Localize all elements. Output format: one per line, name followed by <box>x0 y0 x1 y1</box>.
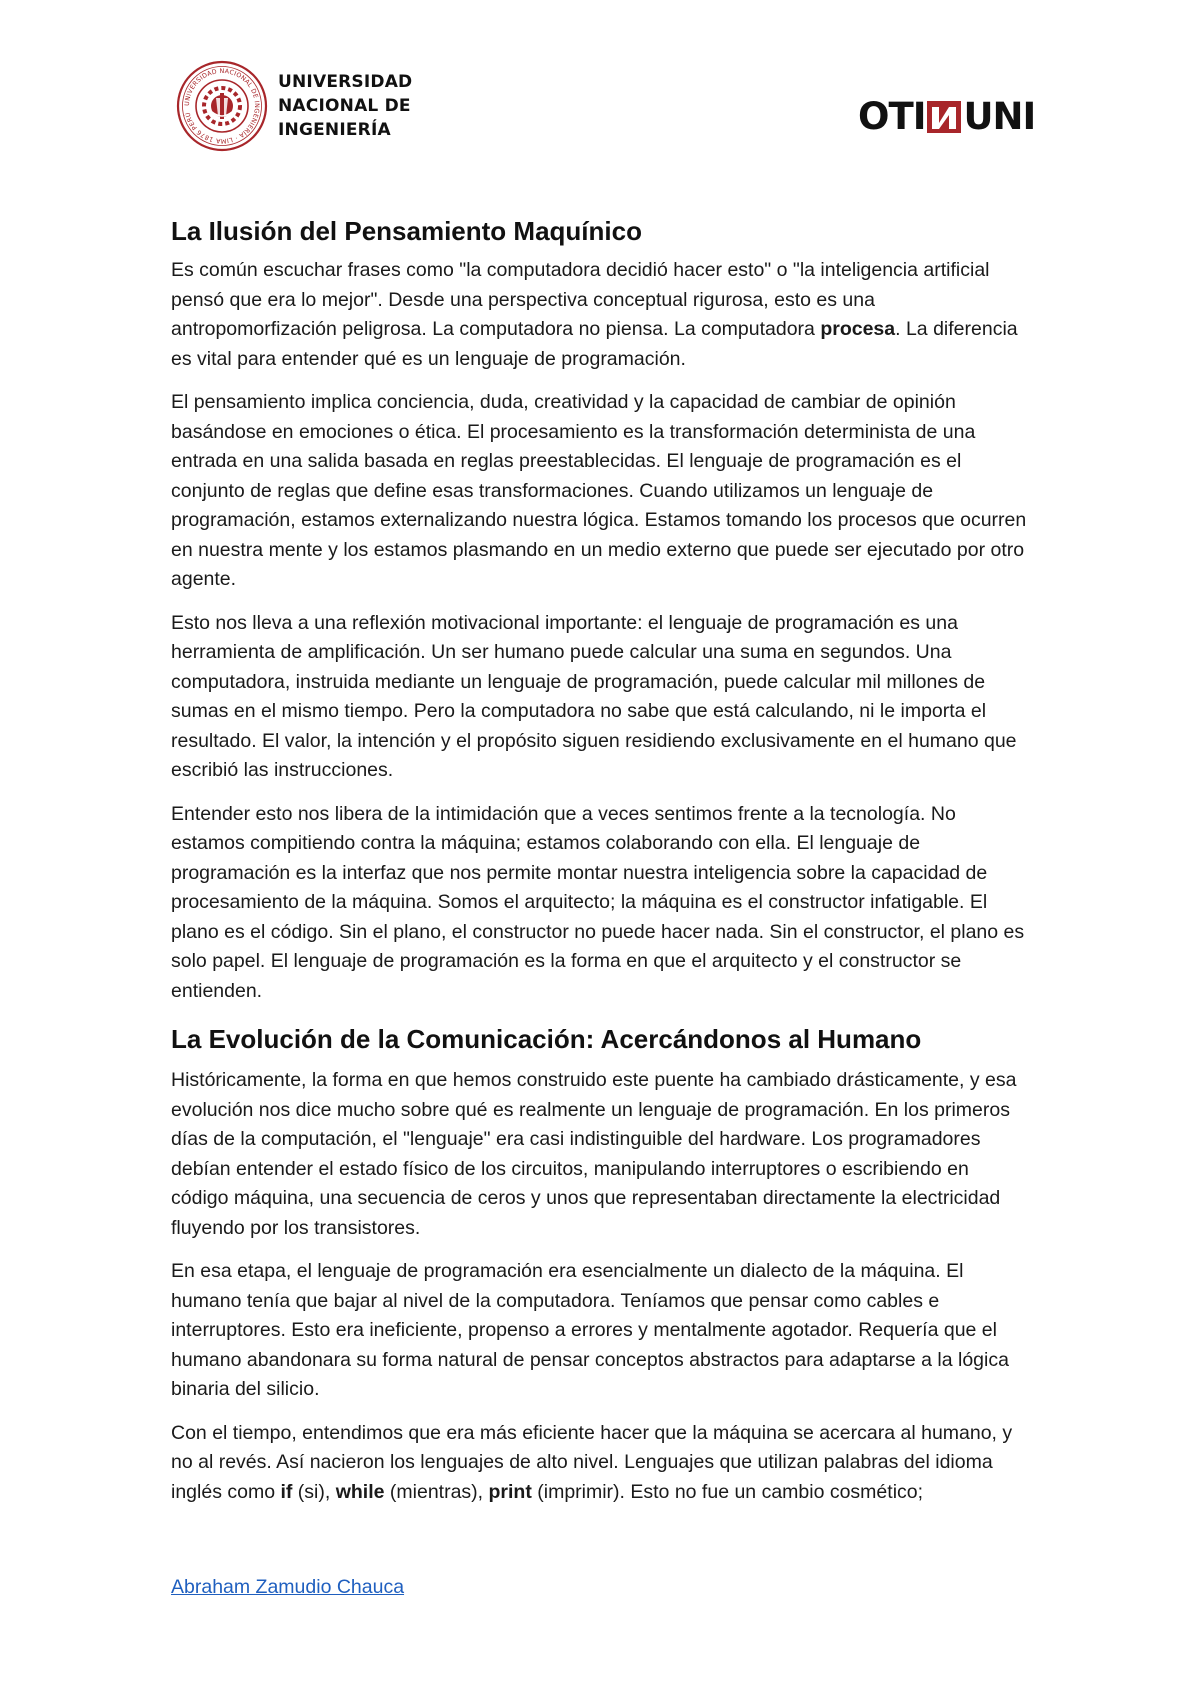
oti-logo-text: OTI <box>858 95 926 138</box>
page-header <box>0 0 1192 170</box>
university-seal-icon <box>176 60 268 152</box>
university-logo <box>176 60 412 152</box>
keyword-while: while <box>335 1480 385 1503</box>
oti-uni-logo <box>858 97 1035 137</box>
oti-emblem-icon <box>927 99 961 135</box>
university-name-line-1: UNIVERSIDAD <box>278 72 413 92</box>
paragraph: Es común escuchar frases como "la computadora decidió hacer esto" o "la inteligencia artificial pensó que era lo mejor". Desde una perspectiva conceptual rigurosa, esto es una antropomorfización peligrosa. La computadora no piensa. La computadora procesa. La diferencia es vital para entender qué es un lenguaje de programación. <box>171 259 1018 370</box>
author-link[interactable]: Abraham Zamudio Chauca <box>171 1576 405 1598</box>
paragraph: Con el tiempo, entendimos que era más eficiente hacer que la máquina se acercara al humano, y no al revés. Así nacieron los lenguajes de alto nivel. Lenguajes que utilizan palabras del idioma inglés como if (si), while (mientras), print (imprimir). Esto no fue un cambio cosmético; <box>171 1421 1013 1503</box>
keyword-if: if <box>280 1480 293 1503</box>
university-name-line-3: INGENIERÍA <box>278 120 391 140</box>
keyword-print: print <box>488 1480 532 1503</box>
paragraph: Esto nos lleva a una reflexión motivacional importante: el lenguaje de programación es una herramienta de amplificación. Un ser humano puede calcular una suma en segundos. Una computadora, instruida mediante un lenguaje de programación, puede calcular mil millones de sumas en el mismo tiempo. Pero la computadora no sabe que está calculando, ni le importa el resultado. El valor, la intención y el propósito siguen residiendo exclusivamente en el humano que escribió las instrucciones. <box>171 611 1017 781</box>
university-name-line-2: NACIONAL DE <box>278 96 411 116</box>
paragraph: El pensamiento implica conciencia, duda, creatividad y la capacidad de cambiar de opinión basándose en emociones o ética. El procesamiento es la transformación determinista de una entrada en una salida basada en reglas preestablecidas. El lenguaje de programación es el conjunto de reglas que define esas transformaciones. Cuando utilizamos un lenguaje de programación, estamos externalizando nuestra lógica. Estamos tomando los procesos que ocurren en nuestra mente y los estamos plasmando en un medio externo que puede ser ejecutado por otro agente. <box>171 391 1027 590</box>
paragraph: En esa etapa, el lenguaje de programación era esencialmente un dialecto de la máquina. El humano tenía que bajar al nivel de la computadora. Teníamos que pensar como cables e interruptores. Esto era ineficiente, propenso a errores y mentalmente agotador. Requería que el humano abandonara su forma natural de pensar conceptos abstractos para adaptarse a la lógica binaria del silicio. <box>171 1260 1009 1400</box>
university-name <box>278 70 412 142</box>
section-title-ilusion: La Ilusión del Pensamiento Maquínico <box>171 216 642 246</box>
document-body <box>171 214 1031 1521</box>
paragraph: Históricamente, la forma en que hemos construido este puente ha cambiado drásticamente, y esa evolución nos dice mucho sobre qué es realmente un lenguaje de programación. En los primeros días de la computación, el "lenguaje" era casi indistinguible del hardware. Los programadores debían entender el estado físico de los circuitos, manipulando interruptores o escribiendo en código máquina, una secuencia de ceros y unos que representaban directamente la electricidad fluyendo por los transistores. <box>171 1069 1017 1239</box>
paragraph: Entender esto nos libera de la intimidación que a veces sentimos frente a la tecnología. No estamos compitiendo contra la máquina; estamos colaborando con ella. El lenguaje de programación es la interfaz que nos permite montar nuestra inteligencia sobre la capacidad de procesamiento de la máquina. Somos el arquitecto; la máquina es el constructor infatigable. El plano es el código. Sin el plano, el constructor no puede hacer nada. Sin el constructor, el plano es solo papel. El lenguaje de programación es la forma en que el arquitecto y el constructor se entienden. <box>171 802 1025 1002</box>
bold-term-procesa: procesa <box>820 318 896 340</box>
svg-text:UNIVERSIDAD NACIONAL DE INGENI: UNIVERSIDAD NACIONAL DE INGENIERÍA · LIMA 1876 PERÚ <box>183 67 261 145</box>
uni-logo-text: UNI <box>963 95 1036 138</box>
section-title-evolucion: La Evolución de la Comunicación: Acercándonos al Humano <box>171 1024 922 1054</box>
